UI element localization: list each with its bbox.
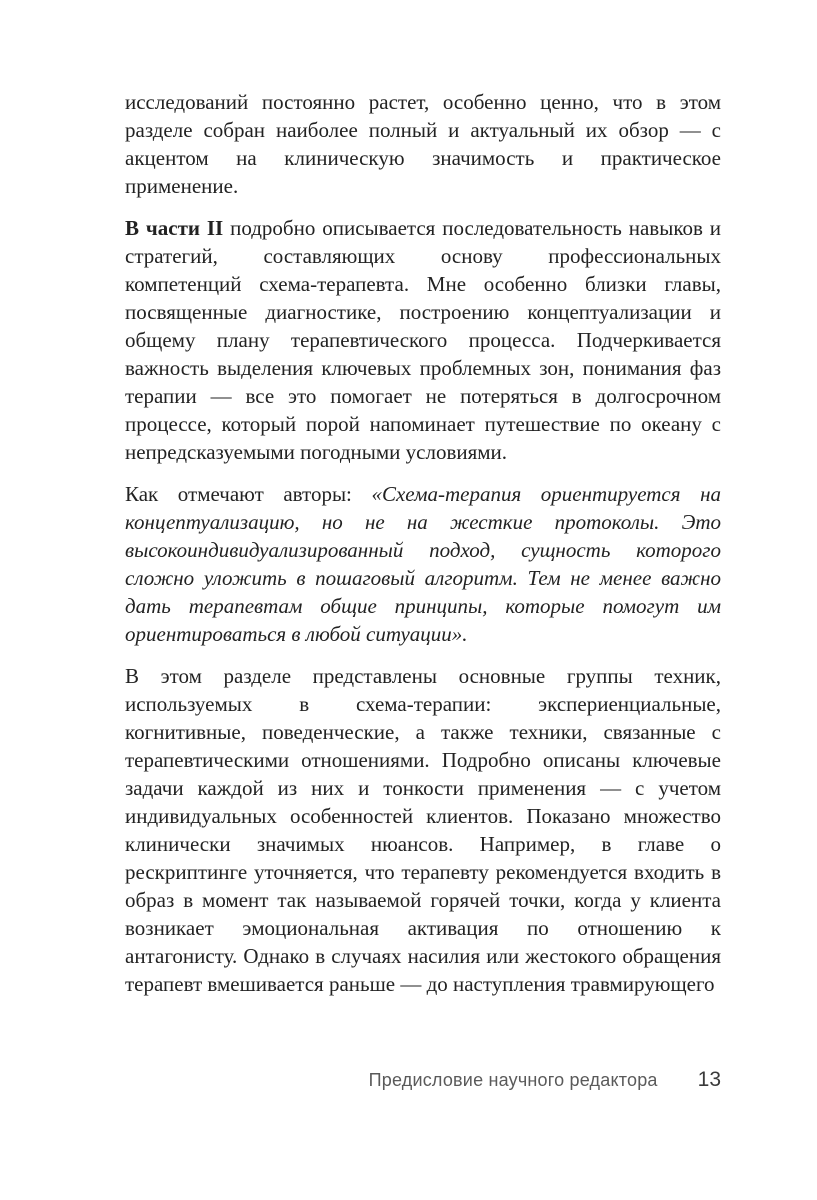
quote-italic-text: «Схема-терапия ориентируется на концептуализацию, но не на жесткие протоколы. Это высокоиндивидуализированный подход, сущность которого сложно уложить в пошаговый алгоритм. Тем не менее важно дать терапевтам общие принципы, которые помогут им ориентироваться в любой ситуации».	[125, 482, 721, 646]
bold-lead-part-2: В части II	[125, 216, 224, 240]
page-footer	[125, 1068, 721, 1092]
paragraph-authors-quote	[125, 480, 721, 648]
paragraph-part-2-text: подробно описывается последовательность навыков и стратегий, составляющих основу профессиональных компетенций схема-терапевта. Мне особенно близки главы, посвященные диагностике, построению концептуализации и общему плану терапевтического процесса. Подчеркивается важность выделения ключевых проблемных зон, понимания фаз терапии — все это помогает не потеряться в долгосрочном процессе, который порой напоминает путешествие по океану с непредсказуемыми погодными условиями.	[125, 216, 721, 464]
paragraph-part-2	[125, 214, 721, 466]
quote-lead-in: Как отмечают авторы:	[125, 482, 372, 506]
paragraph-continuation: исследований постоянно растет, особенно ценно, что в этом разделе собран наиболее полный и актуальный их обзор — с акцентом на клиническую значимость и практическое применение.	[125, 90, 721, 198]
paragraph-techniques: В этом разделе представлены основные группы техник, используемых в схема-терапии: экспериенциальные, когнитивные, поведенческие, а также техники, связанные с терапевтическими отношениями. Подробно описаны ключевые задачи каждой из них и тонкости применения — с учетом индивидуальных особенностей клиентов. Показано множество клинически значимых нюансов. Например, в главе о рескриптинге уточняется, что терапевту рекомендуется входить в образ в момент так называемой горячей точки, когда у клиента возникает эмоциональная активация по отношению к антагонисту. Однако в случаях насилия или жестокого обращения терапевт вмешивается раньше — до наступления травмирующего	[125, 664, 721, 996]
page-number: 13	[697, 1068, 721, 1091]
page-text	[125, 88, 721, 998]
footer-section-title: Предисловие научного редактора	[368, 1070, 658, 1090]
